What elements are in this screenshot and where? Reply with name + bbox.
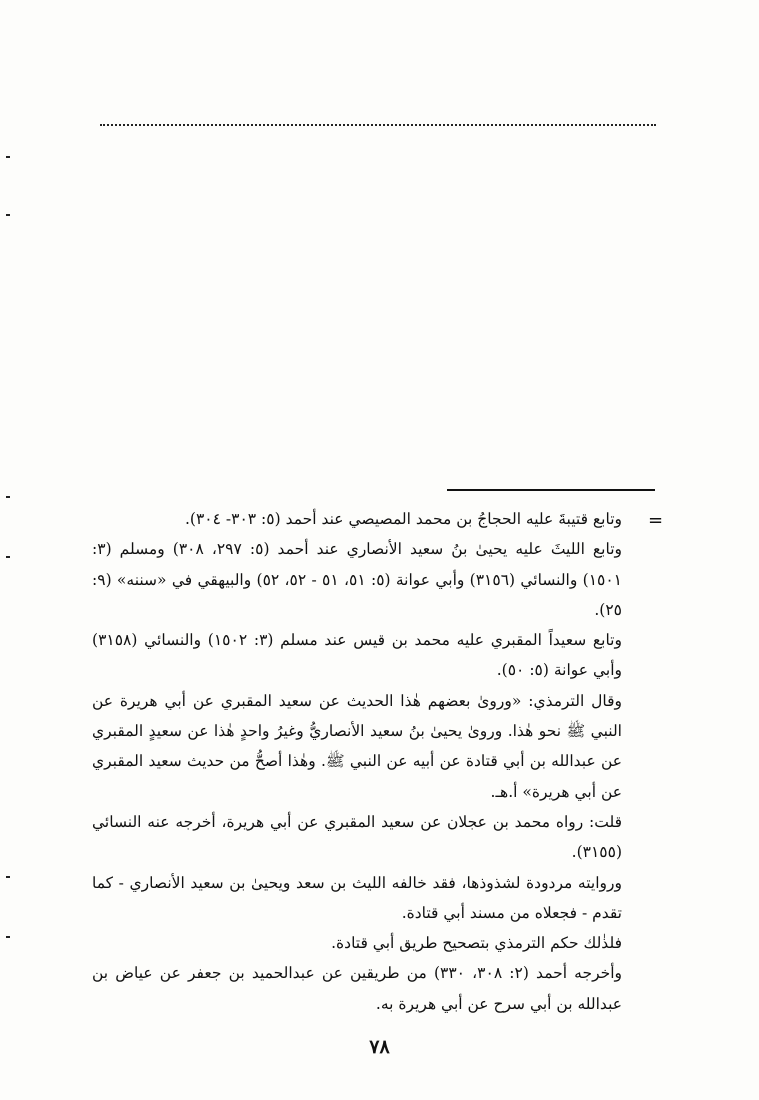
footnote-paragraph: وتابع الليثَ عليه يحيىٰ بنُ سعيد الأنصاري عند أحمد (٥: ٢٩٧، ٣٠٨) ومسلم (٣: ١٥٠١) والنسائي (٣١٥٦) وأبي عوانة (٥: ٥١، ٥١ - ٥٢، ٥٢) والبيهقي في «سننه» (٩: ٢٥).: [92, 540, 623, 619]
margin-mark: [6, 876, 10, 878]
footnote-paragraph: وروايته مردودة لشذوذها، فقد خالفه الليث بن سعد ويحيىٰ بن سعيد الأنصاري - كما تقدم - فجعلاه من مسند أبي قتادة.: [92, 873, 622, 922]
footnotes-block: [92, 504, 622, 1019]
margin-mark: [6, 214, 10, 216]
footnote-paragraph: وأخرجه أحمد (٢: ٣٠٨، ٣٣٠) من طريقين عن عبدالحميد بن جعفر عن عياض بن عبدالله بن أبي سرح عن أبي هريرة به.: [92, 964, 623, 1013]
margin-mark: [6, 936, 10, 938]
page-number: ٧٨: [369, 1036, 390, 1058]
footnote-paragraph: فلذٰلك حكم الترمذي بتصحيح طريق أبي قتادة.: [331, 934, 622, 953]
dotted-separator: [100, 124, 656, 126]
footnote-paragraph: وقال الترمذي: «وروىٰ بعضهم هٰذا الحديث عن سعيد المقبري عن أبي هريرة عن النبي ﷺ نحو هٰذا. وروىٰ يحيىٰ بنُ سعيد الأنصاريُّ وغيرُ واحدٍ هٰذا عن سعيدٍ المقبري عن عبدالله بن أبي قتادة عن أبيه عن النبي ﷺ. وهٰذا أصحُّ من حديث سعيد المقبري عن أبي هريرة» أ.هـ.: [92, 691, 622, 801]
footnote-paragraph: وتابع سعيداً المقبري عليه محمد بن قيس عند مسلم (٣: ١٥٠٢) والنسائي (٣١٥٨) وأبي عوانة (٥: ٥٠).: [92, 631, 622, 680]
continuation-marker: =: [648, 510, 664, 531]
margin-mark: [6, 156, 10, 158]
margin-mark: [6, 496, 10, 498]
footnote-paragraph: وتابع قتيبةَ عليه الحجاجُ بن محمد المصيصي عند أحمد (٥: ٣٠٣- ٣٠٤).: [184, 510, 622, 528]
footnote-paragraph: قلت: رواه محمد بن عجلان عن سعيد المقبري عن أبي هريرة، أخرجه عنه النسائي (٣١٥٥).: [92, 812, 622, 862]
margin-mark: [6, 556, 10, 558]
footnote-separator-line: [447, 489, 655, 491]
